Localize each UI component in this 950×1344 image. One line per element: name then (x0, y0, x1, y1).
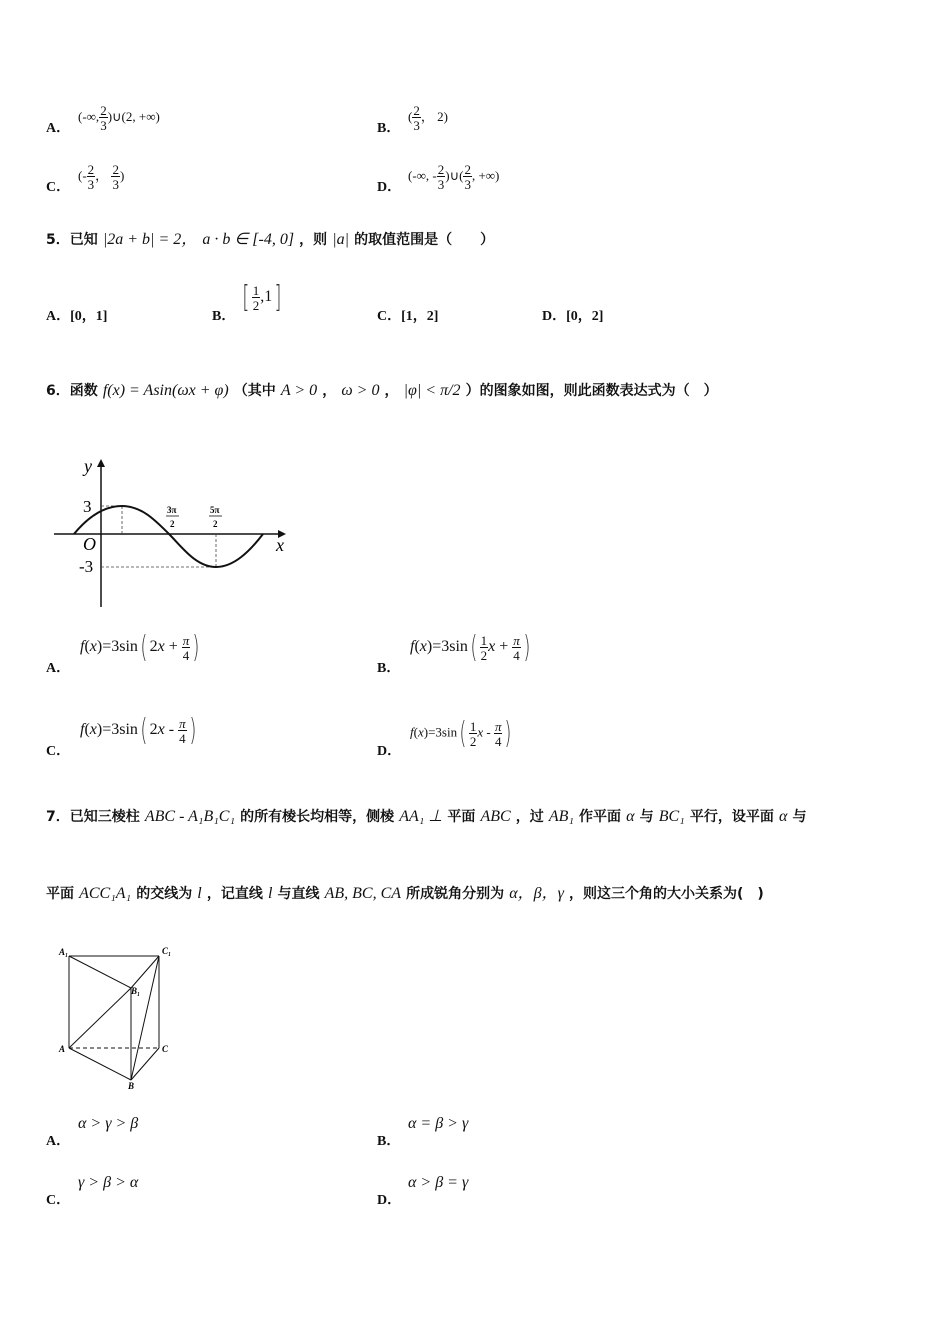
q5-mid: ，则 (299, 232, 328, 248)
q6-option-d-label: D． (377, 744, 402, 759)
q7-text-2: 的所有棱长均相等，侧棱 (240, 809, 395, 825)
q4-option-d-expr: (-∞, - $\frac{2}{3}$ )∪( $\frac{2}{3}$ , +∞) (408, 162, 500, 192)
q6-option-a-expr: f(x)=3sin( 2x + $\frac{\pi}{4}$ ) (80, 630, 200, 665)
q7-stem-line2 (46, 880, 764, 903)
q7-text-5: 作平面 (579, 809, 622, 825)
segment-bc1 (131, 956, 159, 1080)
sine-curve (74, 506, 263, 567)
q7-text-8: 与 (792, 809, 807, 825)
q7-plane-abc: ABC (480, 808, 511, 825)
label-a1: A₁ (59, 947, 69, 957)
q6-option-c-label: C． (46, 744, 71, 759)
q4-option-c-expr: (- $\frac{2}{3}$ ， $\frac{2}{3}$ ) (78, 162, 125, 192)
label-b1: B₁ (131, 986, 141, 996)
xtick2-num: 5π (210, 505, 220, 515)
q4-option-a-label: A． (46, 121, 71, 136)
q6-option-a-label: A． (46, 661, 71, 676)
q7-plane-acc1a1: ACC₁A₁ (79, 885, 132, 902)
q7-alpha-1: α (626, 808, 635, 825)
x-label: x (276, 535, 284, 555)
y-axis-arrow-icon (97, 459, 105, 467)
q7-text-9: 平面 (46, 886, 74, 902)
q7-text-13: 所成锐角分别为 (406, 886, 505, 902)
q7-text-10: 的交线为 (136, 886, 193, 902)
q7-edge-aa1: AA₁ ⊥ (399, 808, 443, 825)
q7-text-14: ，则这三个角的大小关系为( ) (568, 886, 764, 902)
q5-tail: 的取值范围是（ ） (354, 232, 495, 248)
q7-option-b-expr: α = β > γ (408, 1115, 469, 1132)
q4-option-b-expr: ( $\frac{2}{3}$ ， 2) (408, 103, 448, 133)
q7-angles: α，β，γ (509, 885, 564, 902)
q5-target: |a| (332, 231, 350, 248)
q6-option-c-expr: f(x)=3sin( 2x - $\frac{\pi}{4}$ ) (80, 713, 196, 748)
q4-option-a-expr: (-∞, $\frac{2}{3}$ )∪(2, +∞) (78, 103, 160, 133)
q5-option-d: D．[0，2] (542, 309, 604, 324)
q6-sine-graph (50, 455, 300, 615)
q6-cond-omega: ω > 0 (341, 382, 380, 399)
q7-option-c-expr: γ > β > α (78, 1174, 139, 1191)
label-c: C (162, 1044, 169, 1054)
q6-option-d-expr: f(x)=3sin( $\frac{1}{2}$ x - $\frac{\pi}{4}$ ) (410, 716, 512, 751)
q5-cond1: |2a + b| = 2， (102, 231, 198, 248)
q7-stem-line1 (46, 806, 806, 826)
edge-bc (131, 1048, 159, 1080)
q6-number: 6．函数 (46, 383, 98, 399)
q5-stem (46, 226, 494, 249)
label-b: B (128, 1081, 135, 1091)
q7-text-6: 与 (639, 809, 654, 825)
q6-paren-open: （其中 (233, 383, 276, 399)
q4-option-d-label: D． (377, 180, 402, 195)
q6-cond-phi: |φ| < π/2 (403, 382, 461, 399)
q5-option-b-label: B． (212, 309, 236, 324)
edge-ab (69, 1048, 131, 1080)
q6-cond-a: A > 0 (280, 382, 318, 399)
q6-comma1: ， (322, 383, 337, 399)
q7-option-c-label: C． (46, 1193, 71, 1208)
q5-number: 5．已知 (46, 232, 98, 248)
segment-ab1 (69, 988, 131, 1048)
q6-option-b-expr: f(x)=3sin( $\frac{1}{2}$ x + $\frac{\pi}{4}$ ) (410, 630, 531, 665)
q7-option-d-expr: α > β = γ (408, 1174, 469, 1191)
edge-b1c1 (131, 956, 159, 988)
q5-option-b-expr: [ $\frac{1}{2}$ ,1] (242, 280, 282, 315)
origin-label: O (83, 534, 96, 554)
label-c1: C₁ (162, 946, 172, 956)
q6-func: f(x) = Asin(ωx + φ) (102, 382, 229, 399)
q7-prism-figure (55, 942, 185, 1092)
q5-cond2: a · b ∈ [-4, 0] (202, 231, 295, 248)
q7-line-l-1: l (197, 885, 202, 902)
q7-alpha-2: α (778, 808, 788, 825)
q7-text-7: 平行，设平面 (689, 809, 774, 825)
y-label: y (84, 456, 92, 476)
q4-option-c-label: C． (46, 180, 71, 195)
q7-text-1: 7．已知三棱柱 (46, 809, 140, 825)
edge-a1b1 (69, 956, 131, 988)
q7-option-d-label: D． (377, 1193, 402, 1208)
q5-option-a: A．[0，1] (46, 309, 108, 324)
q6-tail: ）的图象如图，则此函数表达式为（ ） (465, 383, 718, 399)
q7-bc1: BC₁ (658, 808, 685, 825)
q7-option-a-label: A． (46, 1134, 71, 1149)
q7-text-3: 平面 (447, 809, 476, 825)
xtick1-den: 2 (170, 519, 175, 529)
q7-lines-list: AB, BC, CA (324, 885, 402, 902)
q6-option-b-label: B． (377, 661, 401, 676)
ytick-pos: 3 (83, 497, 92, 516)
q6-comma2: ， (384, 383, 399, 399)
q7-prism-name: ABC - A₁B₁C₁ (144, 808, 236, 825)
ytick-neg: -3 (79, 557, 94, 576)
q6-stem (46, 380, 718, 400)
xtick2-den: 2 (213, 519, 218, 529)
q7-text-11: ，记直线 (206, 886, 263, 902)
q7-line-l-2: l (267, 885, 273, 902)
q7-text-4: ，过 (515, 809, 544, 825)
q7-option-b-label: B． (377, 1134, 401, 1149)
q7-text-12: 与直线 (277, 886, 320, 902)
q5-option-c: C．[1，2] (377, 309, 439, 324)
q4-option-b-label: B． (377, 121, 401, 136)
xtick1-num: 3π (167, 505, 177, 515)
label-a: A (59, 1044, 66, 1054)
q7-option-a-expr: α > γ > β (78, 1115, 139, 1132)
q7-ab1: AB₁ (548, 808, 574, 825)
